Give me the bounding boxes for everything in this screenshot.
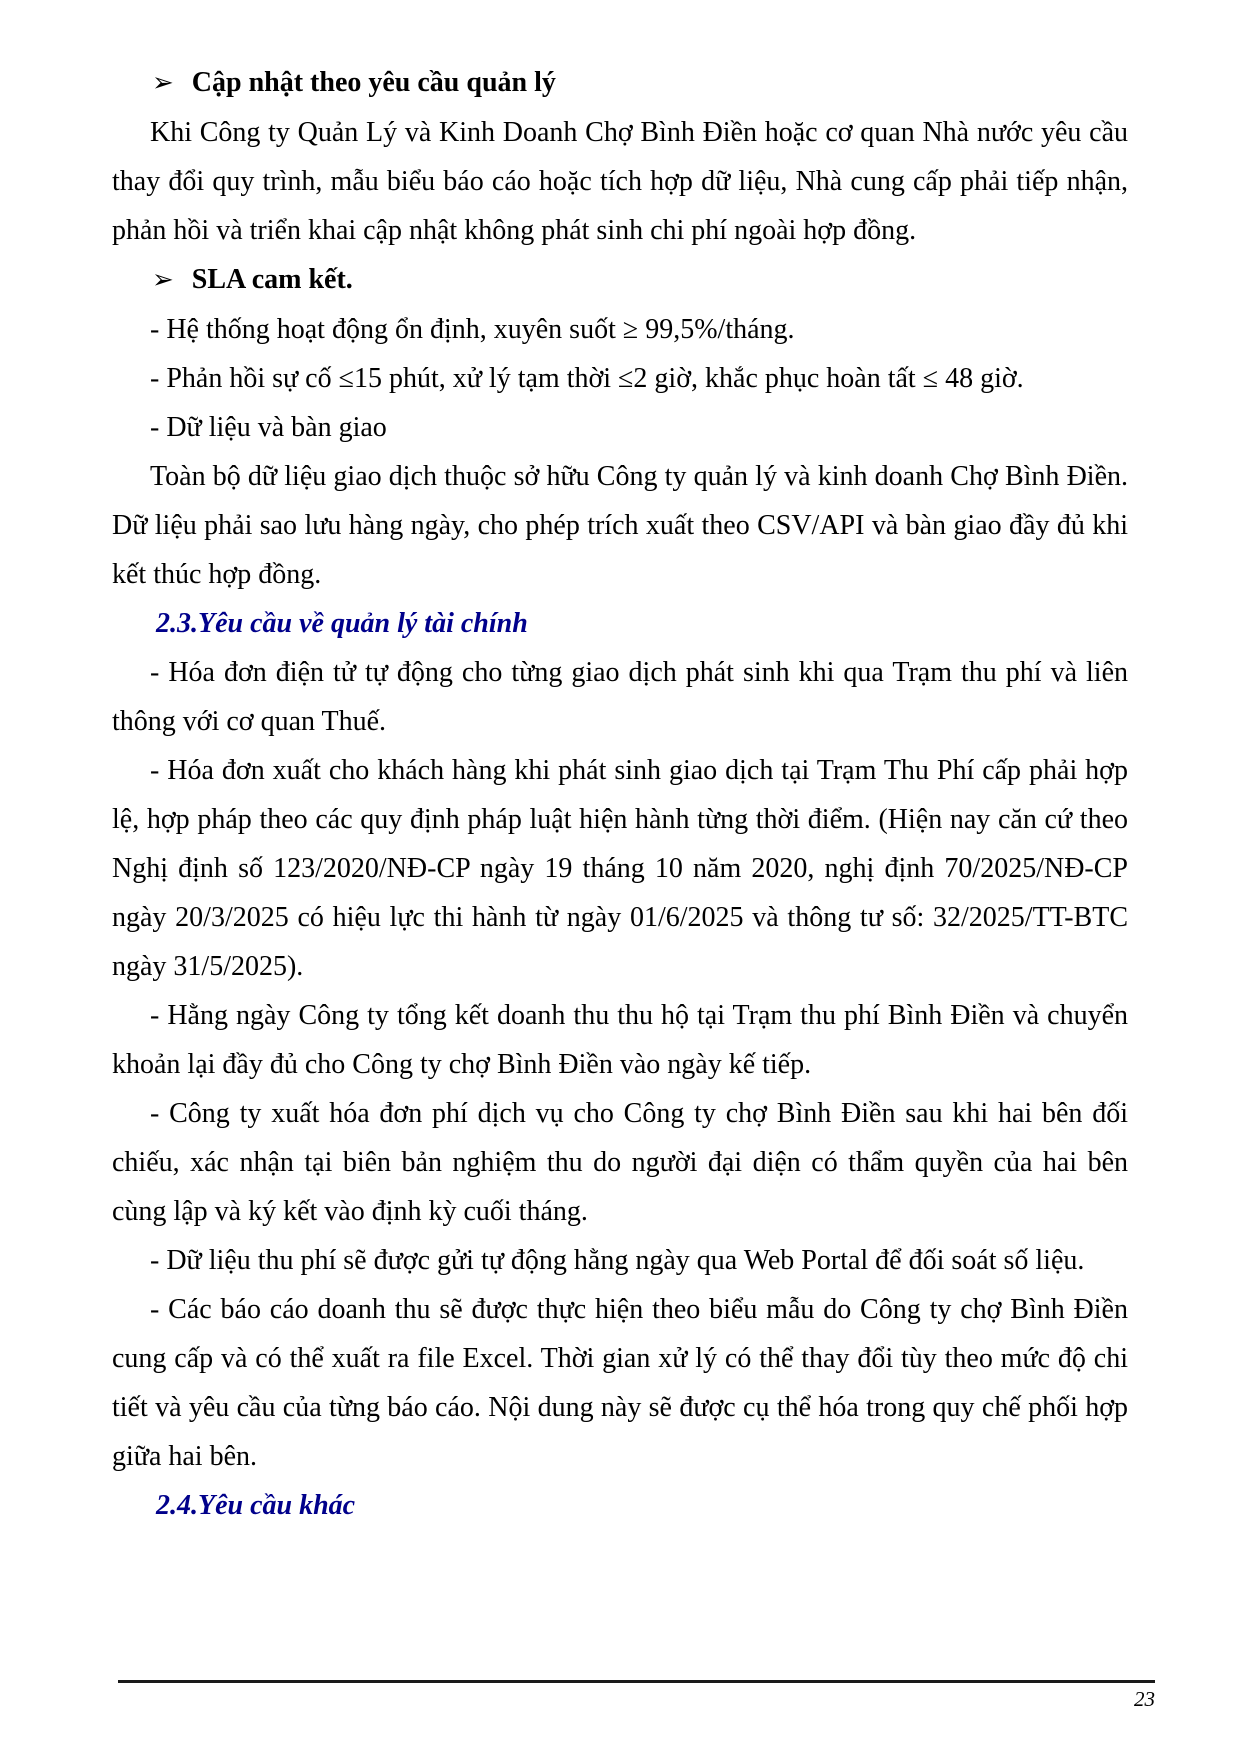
heading-text: SLA cam kết. (191, 264, 353, 295)
paragraph-8: - Hóa đơn điện tử tự động cho từng giao dịch phát sinh khi qua Trạm thu phí và liên thông với cơ quan Thuế. (112, 657, 1128, 737)
paragraph-6: Toàn bộ dữ liệu giao dịch thuộc sở hữu Công ty quản lý và kinh doanh Chợ Bình Điền. Dữ liệu phải sao lưu hàng ngày, cho phép trích xuất theo CSV/API và bàn giao đầy đủ khi kết thúc hợp đồng. (112, 461, 1128, 590)
paragraph-13: - Các báo cáo doanh thu sẽ được thực hiện theo biểu mẫu do Công ty chợ Bình Điền cung cấp và có thể xuất ra file Excel. Thời gian xử lý có thể thay đổi tùy theo mức độ chi tiết và yêu cầu của từng báo cáo. Nội dung này sẽ được cụ thể hóa trong quy chế phối hợp giữa hai bên. (112, 1294, 1128, 1472)
paragraph-1: Khi Công ty Quản Lý và Kinh Doanh Chợ Bình Điền hoặc cơ quan Nhà nước yêu cầu thay đổi quy trình, mẫu biểu báo cáo hoặc tích hợp dữ liệu, Nhà cung cấp phải tiếp nhận, phản hồi và triển khai cập nhật không phát sinh chi phí ngoài hợp đồng. (112, 117, 1128, 246)
paragraph-11: - Công ty xuất hóa đơn phí dịch vụ cho Công ty chợ Bình Điền sau khi hai bên đối chiếu, xác nhận tại biên bản nghiệm thu do người đại diện có thẩm quyền của hai bên cùng lập và ký kết vào định kỳ cuối tháng. (112, 1098, 1128, 1227)
section-heading-7: 2.3.Yêu cầu về quản lý tài chính (156, 608, 528, 639)
arrow-bullet-icon: ➢ (152, 265, 174, 295)
bullet-heading-2 (112, 255, 1128, 305)
paragraph-5: - Dữ liệu và bàn giao (150, 412, 387, 443)
arrow-bullet-icon: ➢ (152, 68, 174, 98)
footer-rule (118, 1680, 1155, 1683)
paragraph-12: - Dữ liệu thu phí sẽ được gửi tự động hằng ngày qua Web Portal để đối soát số liệu. (150, 1245, 1085, 1276)
paragraph-9: - Hóa đơn xuất cho khách hàng khi phát sinh giao dịch tại Trạm Thu Phí cấp phải hợp lệ, hợp pháp theo các quy định pháp luật hiện hành từng thời điểm. (Hiện nay căn cứ theo Nghị định số 123/2020/NĐ-CP ngày 19 tháng 10 năm 2020, nghị định 70/2025/NĐ-CP ngày 20/3/2025 có hiệu lực thi hành từ ngày 01/6/2025 và thông tư số: 32/2025/TT-BTC ngày 31/5/2025). (112, 755, 1128, 982)
document-body (112, 58, 1128, 1530)
section-heading-14: 2.4.Yêu cầu khác (156, 1490, 356, 1521)
paragraph-4: - Phản hồi sự cố ≤15 phút, xử lý tạm thời ≤2 giờ, khắc phục hoàn tất ≤ 48 giờ. (150, 363, 1024, 394)
bullet-heading-0 (112, 58, 1128, 108)
page-number: 23 (1134, 1687, 1155, 1711)
paragraph-3: - Hệ thống hoạt động ổn định, xuyên suốt ≥ 99,5%/tháng. (150, 314, 795, 345)
heading-text: Cập nhật theo yêu cầu quản lý (191, 67, 556, 98)
paragraph-10: - Hằng ngày Công ty tổng kết doanh thu thu hộ tại Trạm thu phí Bình Điền và chuyển khoản lại đầy đủ cho Công ty chợ Bình Điền vào ngày kế tiếp. (112, 1000, 1128, 1080)
